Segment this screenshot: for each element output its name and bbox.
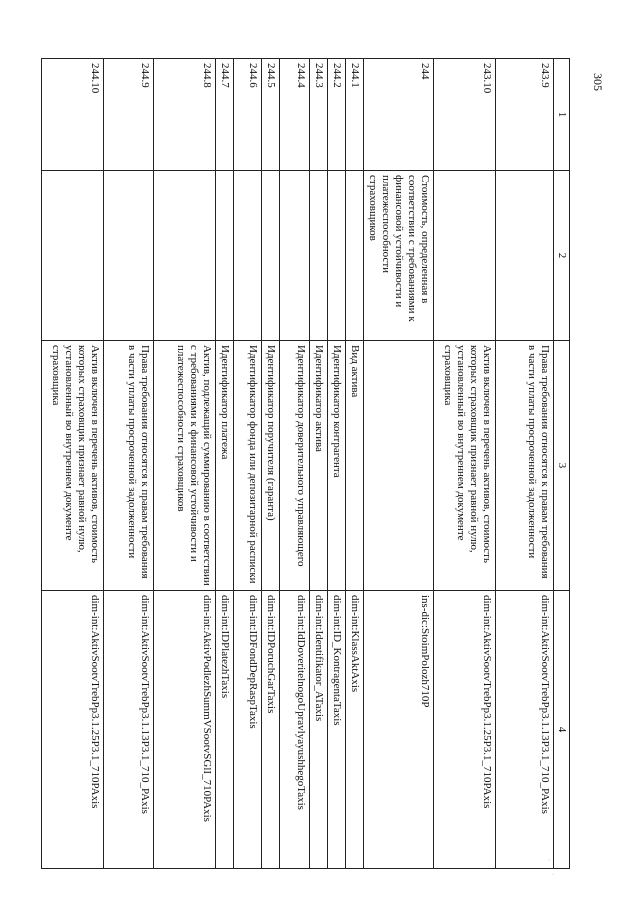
row-description-cell: Права требования относятся к правам требования в части уплаты просроченной задолженности [496, 341, 554, 591]
row-number-cell: 244.9 [104, 59, 154, 171]
scan-speck: · [552, 872, 554, 878]
row-code-cell: dim-int:AktivSootvTrebPp3.1.25P3.1_710PAxis [434, 591, 496, 869]
row-name-cell [154, 171, 216, 341]
column-header: 3 [554, 341, 570, 591]
row-code-cell: dim-int:AktivPodlezhSummVSootvSGlI_710PAxis [154, 591, 216, 869]
row-description-cell: Вид актива [346, 341, 364, 591]
row-name-cell [280, 171, 310, 341]
row-number-cell: 244.2 [328, 59, 346, 171]
table-row [434, 59, 496, 869]
table-row [154, 59, 216, 869]
column-header: 1 [554, 59, 570, 171]
table-row [104, 59, 154, 869]
row-name-cell [262, 171, 280, 341]
row-description-cell: Актив включен в перечень активов, стоимость которых страховщик признает равной нулю, установленный во внутреннем документе страховщика [42, 341, 104, 591]
table-row [280, 59, 310, 869]
table-row [262, 59, 280, 869]
row-number-cell: 244.8 [154, 59, 216, 171]
table-row [234, 59, 262, 869]
row-description-cell: Идентификатор фонда или депозитарной расписки [234, 341, 262, 591]
table-body [42, 59, 570, 869]
page-number: 305 [591, 73, 605, 91]
row-description-cell: Идентификатор доверительного управляющего [280, 341, 310, 591]
row-name-cell [346, 171, 364, 341]
row-number-cell: 244.5 [262, 59, 280, 171]
table-header-row [554, 59, 570, 869]
row-code-cell: dim-int:IDFondDepRaspTaxis [234, 591, 262, 869]
row-code-cell: dim-int:Identifikator_ATaxis [310, 591, 328, 869]
row-description-cell: Идентификатор контрагента [328, 341, 346, 591]
table-row [346, 59, 364, 869]
row-code-cell: ins-dic:StoimPolozh710P [364, 591, 434, 869]
row-description-cell: Идентификатор платежа [216, 341, 234, 591]
table-row [496, 59, 554, 869]
row-number-cell: 244.3 [310, 59, 328, 171]
row-code-cell: dim-int:IDPlatezhTaxis [216, 591, 234, 869]
row-number-cell: 244.7 [216, 59, 234, 171]
row-code-cell: dim-int:IDPoruchGarTaxis [262, 591, 280, 869]
row-description-cell: Актив, подлежащий суммированию в соответствии с требованиями к финансовой устойчивости и платежеспособности страховщиков [154, 341, 216, 591]
row-description-cell: Идентификатор поручителя (гаранта) [262, 341, 280, 591]
table-row [216, 59, 234, 869]
row-name-cell [42, 171, 104, 341]
column-header: 2 [554, 171, 570, 341]
table-row [364, 59, 434, 869]
scan-speck: · [548, 858, 550, 864]
rotated-table-container [50, 58, 570, 868]
row-name-cell [310, 171, 328, 341]
row-description-cell: Права требования относятся к правам требования в части уплаты просроченной задолженности [104, 341, 154, 591]
row-number-cell: 244.1 [346, 59, 364, 171]
row-name-cell [496, 171, 554, 341]
row-description-cell: Идентификатор актива [310, 341, 328, 591]
row-code-cell: dim-int:ID_KontragentaTaxis [328, 591, 346, 869]
table-row [42, 59, 104, 869]
row-number-cell: 244.6 [234, 59, 262, 171]
row-number-cell: 244.10 [42, 59, 104, 171]
table-row [310, 59, 328, 869]
row-name-cell [434, 171, 496, 341]
row-number-cell: 244 [364, 59, 434, 171]
row-code-cell: dim-int:AktivSootvTrebPp3.1.25P3.1_710PAxis [42, 591, 104, 869]
row-number-cell: 243.9 [496, 59, 554, 171]
row-name-cell: Стоимость, определенная в соответствии с требованиями к финансовой устойчивости и платежеспособности страховщиков [364, 171, 434, 341]
row-description-cell [364, 341, 434, 591]
row-code-cell: dim-int:IdDoveritelnogoUpravlyayushhegoTaxis [280, 591, 310, 869]
row-number-cell: 244.4 [280, 59, 310, 171]
row-code-cell: dim-int:KlassAktAxis [346, 591, 364, 869]
row-name-cell [234, 171, 262, 341]
row-code-cell: dim-int:AktivSootvTrebPp3.1.13P3.1_710_PAxis [104, 591, 154, 869]
row-name-cell [328, 171, 346, 341]
data-table [41, 58, 570, 869]
table-row [328, 59, 346, 869]
row-name-cell [104, 171, 154, 341]
row-description-cell: Актив включен в перечень активов, стоимость которых страховщик признает равной нулю, установленный во внутреннем документе страховщика [434, 341, 496, 591]
row-code-cell: dim-int:AktivSootvTrebPp3.1.13P3.1_710_PAxis [496, 591, 554, 869]
row-name-cell [216, 171, 234, 341]
column-header: 4 [554, 591, 570, 869]
row-number-cell: 243.10 [434, 59, 496, 171]
